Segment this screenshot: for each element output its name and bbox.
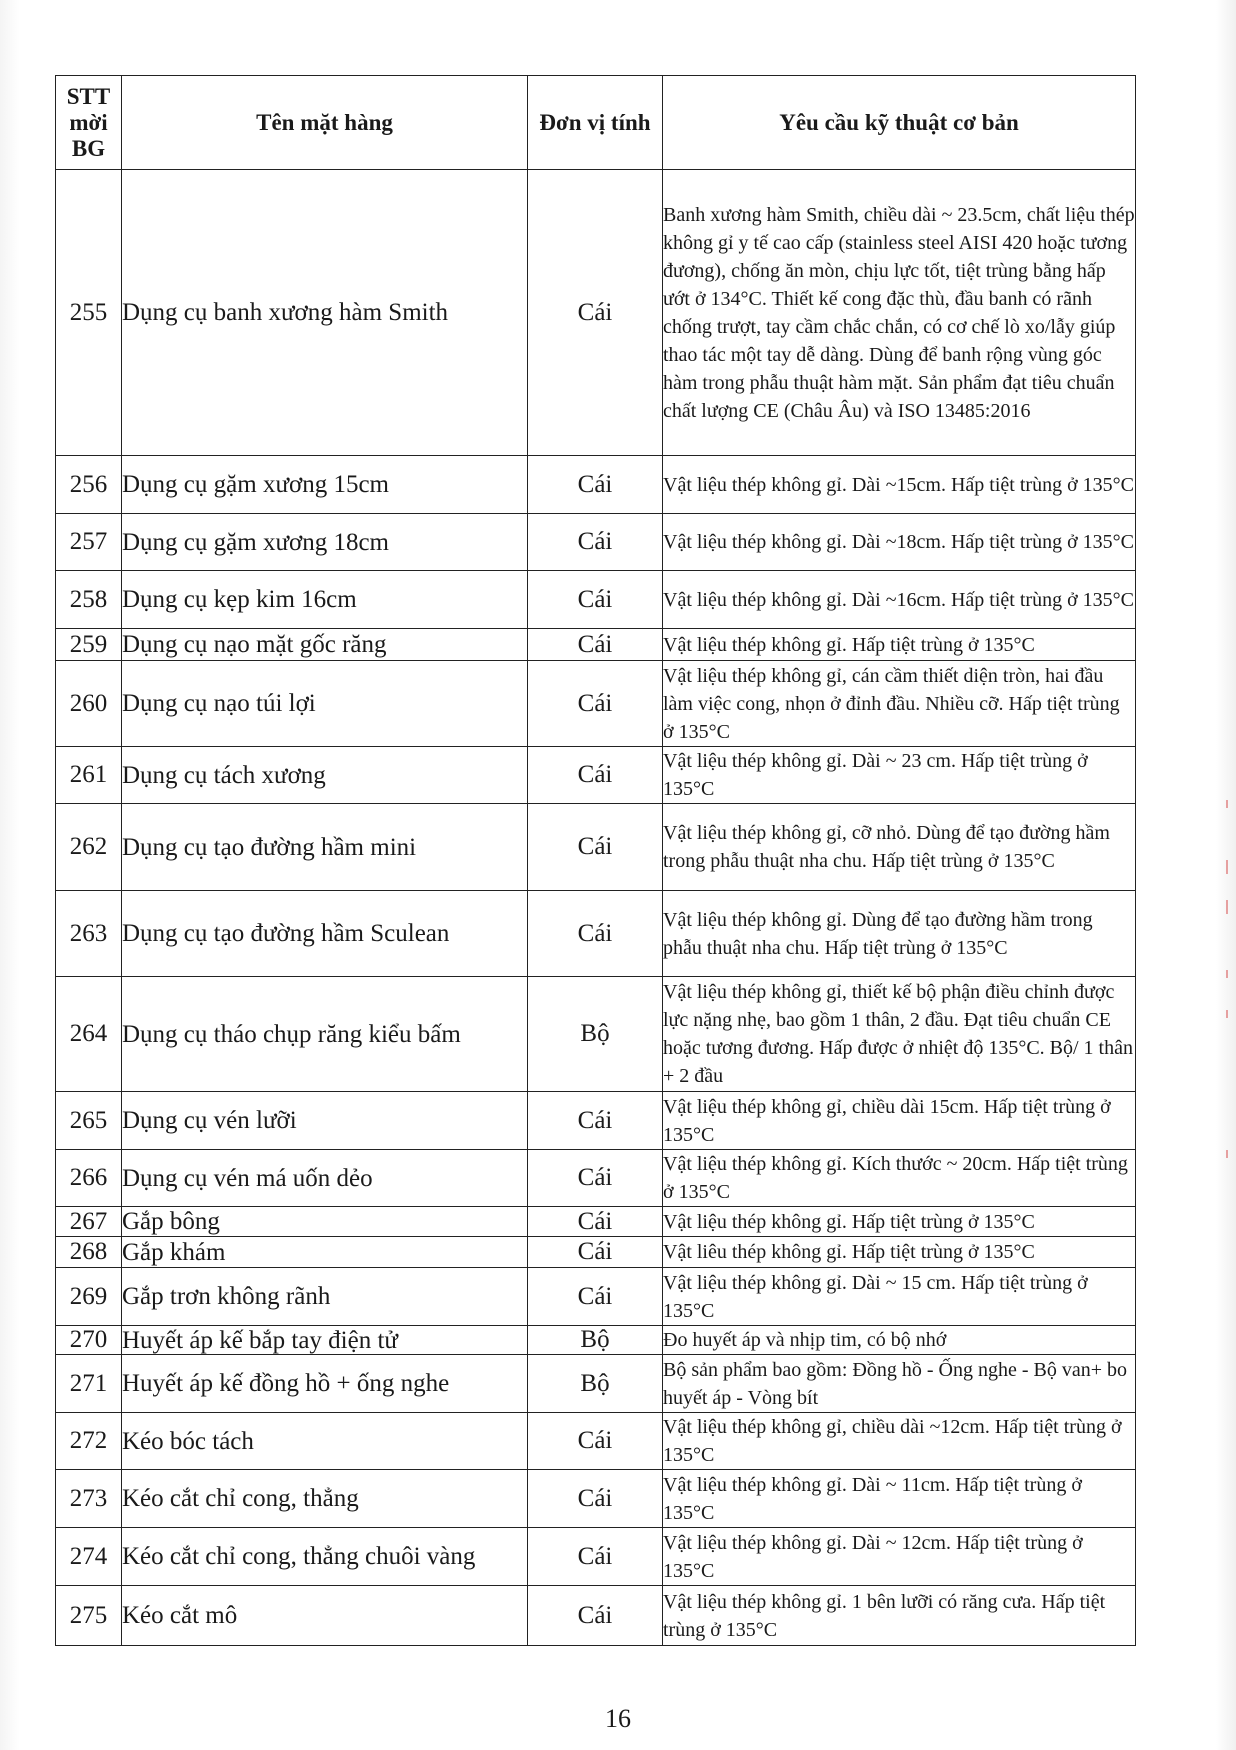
row-unit: Cái: [528, 804, 663, 891]
table-row: [56, 804, 1136, 891]
row-stt: 257: [56, 514, 122, 571]
row-spec: Vật liệu thép không gỉ. Dài ~15cm. Hấp tiệt trùng ở 135°C: [663, 456, 1136, 514]
row-spec: Vật liệu thép không gỉ, cán cầm thiết diện tròn, hai đầu làm việc cong, nhọn ở đỉnh đầu. Nhiều cỡ. Hấp tiệt trùng ở 135°C: [663, 661, 1136, 747]
row-name: Dụng cụ tách xương: [122, 747, 528, 804]
row-name: Dụng cụ tháo chụp răng kiểu bấm: [122, 977, 528, 1092]
row-unit: Cái: [528, 456, 663, 514]
table-row: [56, 571, 1136, 629]
row-spec: Banh xương hàm Smith, chiều dài ~ 23.5cm, chất liệu thép không gỉ y tế cao cấp (stainless steel AISI 420 hoặc tương đương), chống ăn mòn, chịu lực tốt, tiệt trùng bằng hấp ướt ở 134°C. Thiết kế cong đặc thù, đầu banh có rãnh chống trượt, tay cầm chắc chắn, có cơ chế lò xo/lẫy giúp thao tác một tay dễ dàng. Dùng để banh rộng vùng góc hàm trong phẫu thuật hàm mặt. Sản phẩm đạt tiêu chuẩn chất lượng CE (Châu Âu) và ISO 13485:2016: [663, 170, 1136, 456]
header-spec: Yêu cầu kỹ thuật cơ bản: [663, 76, 1136, 170]
row-spec: Vật liệu thép không gỉ. Hấp tiệt trùng ở 135°C: [663, 629, 1136, 661]
row-name: Dụng cụ vén má uốn dẻo: [122, 1150, 528, 1207]
row-name: Dụng cụ vén lưỡi: [122, 1092, 528, 1150]
row-unit: Cái: [528, 891, 663, 977]
table-row: [56, 1268, 1136, 1326]
row-stt: 265: [56, 1092, 122, 1150]
row-unit: Cái: [528, 1470, 663, 1528]
row-name: Huyết áp kế bắp tay điện tử: [122, 1326, 528, 1355]
row-spec: Vật liệu thép không gỉ, cỡ nhỏ. Dùng để tạo đường hầm trong phẫu thuật nha chu. Hấp tiệt trùng ở 135°C: [663, 804, 1136, 891]
table-row: [56, 456, 1136, 514]
row-name: Dụng cụ nạo mặt gốc răng: [122, 629, 528, 661]
row-spec: Vật liệu thép không gỉ. Dài ~ 12cm. Hấp tiệt trùng ở 135°C: [663, 1528, 1136, 1586]
row-stt: 273: [56, 1470, 122, 1528]
table-row: [56, 1326, 1136, 1355]
row-name: Kéo cắt mô: [122, 1586, 528, 1646]
row-name: Dụng cụ kẹp kim 16cm: [122, 571, 528, 629]
row-name: Kéo bóc tách: [122, 1413, 528, 1470]
row-unit: Bộ: [528, 1355, 663, 1413]
row-name: Dụng cụ gặm xương 15cm: [122, 456, 528, 514]
row-stt: 260: [56, 661, 122, 747]
table-row: [56, 1586, 1136, 1646]
row-spec: Vật liêu thép không gỉ. Hấp tiệt trùng ở 135°C: [663, 1237, 1136, 1268]
table-row: [56, 514, 1136, 571]
row-unit: Bộ: [528, 977, 663, 1092]
table-row: [56, 1237, 1136, 1268]
header-unit: Đơn vị tính: [528, 76, 663, 170]
row-spec: Vật liệu thép không gỉ, chiều dài ~12cm. Hấp tiệt trùng ở 135°C: [663, 1413, 1136, 1470]
table-row: [56, 1470, 1136, 1528]
row-spec: Đo huyết áp và nhịp tim, có bộ nhớ: [663, 1326, 1136, 1355]
table-row: [56, 891, 1136, 977]
row-unit: Cái: [528, 661, 663, 747]
table-row: [56, 747, 1136, 804]
row-stt: 275: [56, 1586, 122, 1646]
row-stt: 263: [56, 891, 122, 977]
row-name: Gắp trơn không rãnh: [122, 1268, 528, 1326]
row-unit: Cái: [528, 1413, 663, 1470]
row-stt: 255: [56, 170, 122, 456]
table-row: [56, 629, 1136, 661]
row-stt: 259: [56, 629, 122, 661]
table-row: [56, 1355, 1136, 1413]
table-header-row: [56, 76, 1136, 170]
table-row: [56, 1207, 1136, 1237]
row-name: Dụng cụ tạo đường hầm mini: [122, 804, 528, 891]
page-number: 16: [605, 1704, 631, 1733]
row-stt: 264: [56, 977, 122, 1092]
header-stt: STT mời BG: [56, 76, 122, 170]
row-stt: 274: [56, 1528, 122, 1586]
row-name: Dụng cụ nạo túi lợi: [122, 661, 528, 747]
row-spec: Vật liệu thép không gỉ. Hấp tiệt trùng ở 135°C: [663, 1207, 1136, 1237]
row-unit: Cái: [528, 1150, 663, 1207]
row-unit: Cái: [528, 1237, 663, 1268]
row-name: Dụng cụ banh xương hàm Smith: [122, 170, 528, 456]
margin-marks: [1226, 800, 1232, 1160]
row-stt: 256: [56, 456, 122, 514]
row-spec: Bộ sản phẩm bao gồm: Đồng hồ - Ống nghe - Bộ van+ bo huyết áp - Vòng bít: [663, 1355, 1136, 1413]
row-unit: Cái: [528, 1207, 663, 1237]
row-unit: Cái: [528, 170, 663, 456]
row-name: Kéo cắt chỉ cong, thẳng: [122, 1470, 528, 1528]
row-name: Huyết áp kế đồng hồ + ống nghe: [122, 1355, 528, 1413]
row-name: Kéo cắt chỉ cong, thẳng chuôi vàng: [122, 1528, 528, 1586]
row-stt: 261: [56, 747, 122, 804]
equipment-table: [55, 75, 1136, 1646]
row-name: Gắp bông: [122, 1207, 528, 1237]
row-unit: Cái: [528, 747, 663, 804]
row-spec: Vật liệu thép không gỉ. 1 bên lưỡi có răng cưa. Hấp tiệt trùng ở 135°C: [663, 1586, 1136, 1646]
table-row: [56, 1528, 1136, 1586]
header-name: Tên mặt hàng: [122, 76, 528, 170]
row-spec: Vật liệu thép không gỉ, chiều dài 15cm. Hấp tiệt trùng ở 135°C: [663, 1092, 1136, 1150]
row-stt: 268: [56, 1237, 122, 1268]
row-unit: Bộ: [528, 1326, 663, 1355]
row-unit: Cái: [528, 1586, 663, 1646]
row-spec: Vật liệu thép không gỉ. Dài ~16cm. Hấp tiệt trùng ở 135°C: [663, 571, 1136, 629]
row-spec: Vật liệu thép không gỉ. Dài ~ 23 cm. Hấp tiệt trùng ở 135°C: [663, 747, 1136, 804]
row-name: Dụng cụ gặm xương 18cm: [122, 514, 528, 571]
row-unit: Cái: [528, 514, 663, 571]
row-stt: 258: [56, 571, 122, 629]
row-name: Gắp khám: [122, 1237, 528, 1268]
row-stt: 269: [56, 1268, 122, 1326]
table-row: [56, 1150, 1136, 1207]
row-spec: Vật liệu thép không gỉ. Dài ~ 11cm. Hấp tiệt trùng ở 135°C: [663, 1470, 1136, 1528]
table-row: [56, 1413, 1136, 1470]
row-stt: 267: [56, 1207, 122, 1237]
row-unit: Cái: [528, 1268, 663, 1326]
row-unit: Cái: [528, 1528, 663, 1586]
row-unit: Cái: [528, 629, 663, 661]
table-row: [56, 1092, 1136, 1150]
table-row: [56, 170, 1136, 456]
row-stt: 262: [56, 804, 122, 891]
row-unit: Cái: [528, 1092, 663, 1150]
table-row: [56, 977, 1136, 1092]
row-spec: Vật liệu thép không gỉ. Dùng để tạo đường hầm trong phẫu thuật nha chu. Hấp tiệt trùng ở 135°C: [663, 891, 1136, 977]
row-stt: 270: [56, 1326, 122, 1355]
row-spec: Vật liệu thép không gỉ. Kích thước ~ 20cm. Hấp tiệt trùng ở 135°C: [663, 1150, 1136, 1207]
row-spec: Vật liệu thép không gỉ, thiết kế bộ phận điều chỉnh được lực nặng nhẹ, bao gồm 1 thân, 2 đầu. Đạt tiêu chuẩn CE hoặc tương đương. Hấp được ở nhiệt độ 135°C. Bộ/ 1 thân + 2 đầu: [663, 977, 1136, 1092]
row-name: Dụng cụ tạo đường hầm Sculean: [122, 891, 528, 977]
row-stt: 271: [56, 1355, 122, 1413]
row-spec: Vật liệu thép không gỉ. Dài ~18cm. Hấp tiệt trùng ở 135°C: [663, 514, 1136, 571]
table-row: [56, 661, 1136, 747]
row-stt: 272: [56, 1413, 122, 1470]
row-unit: Cái: [528, 571, 663, 629]
row-stt: 266: [56, 1150, 122, 1207]
row-spec: Vật liệu thép không gỉ. Dài ~ 15 cm. Hấp tiệt trùng ở 135°C: [663, 1268, 1136, 1326]
